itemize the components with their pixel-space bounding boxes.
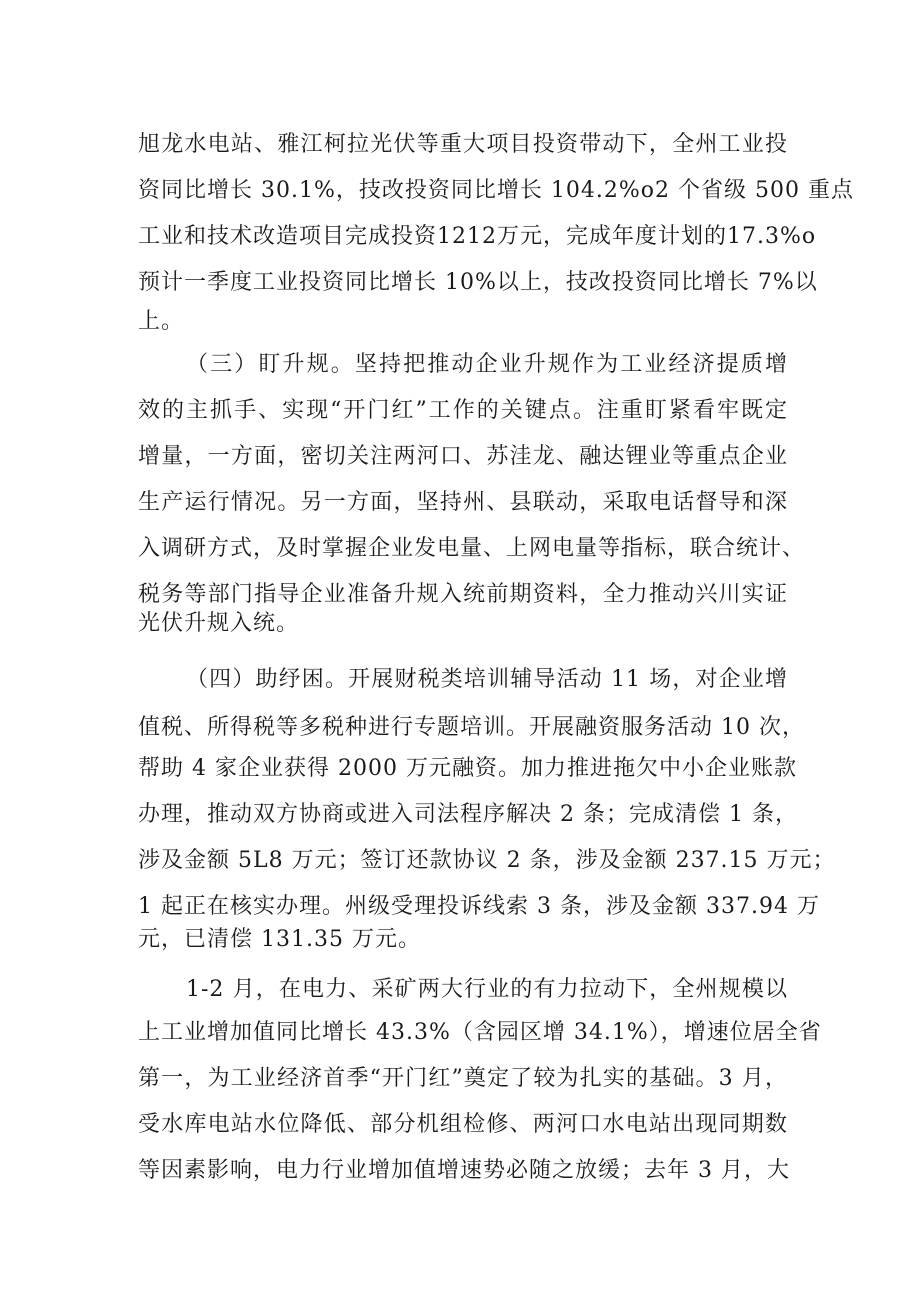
section-heading-line: （三）盯升规。坚持把推动企业升规作为工业经济提质增 [186,352,788,377]
text-line: 上工业增加值同比增长 43.3%（含园区增 34.1%），增速位居全省 [138,1020,822,1045]
text-line: 元，已清偿 131.35 万元。 [138,927,421,952]
text-line: 光伏升规入统。 [138,611,300,636]
text-line: 工业和技术改造项目完成投资1212万元，完成年度计划的17.3%o [138,224,817,249]
text-line: 受水库电站水位降低、部分机组检修、两河口水电站出现同期数 [138,1112,788,1137]
section-heading-line: （四）助纾困。开展财税类培训辅导活动 11 场，对企业增 [186,667,788,692]
text-line: 预计一季度工业投资同比增长 10%以上，技改投资同比增长 7%以 [138,270,818,295]
text-line: 帮助 4 家企业获得 2000 万元融资。加力推进拖欠中小企业账款 [138,756,797,781]
text-line: 资同比增长 30.1%，技改投资同比增长 104.2%o2 个省级 500 重点 [138,178,854,203]
text-line: 办理，推动双方协商或进入司法程序解决 2 条；完成清偿 1 条， [138,802,798,827]
text-line: 增量，一方面，密切关注两河口、苏洼龙、融达锂业等重点企业 [138,444,788,469]
text-line: 值税、所得税等多税种进行专题培训。开展融资服务活动 10 次， [138,715,805,740]
text-line: 等因素影响，电力行业增加值增速势必随之放缓；去年 3 月，大 [138,1158,790,1183]
text-line: 第一，为工业经济首季“开门红”奠定了较为扎实的基础。3 月， [138,1066,788,1091]
text-line: 旭龙水电站、雅江柯拉光伏等重大项目投资带动下，全州工业投 [138,132,788,157]
text-line: 上。 [138,309,185,334]
text-line: 涉及金额 5L8 万元；签订还款协议 2 条，涉及金额 237.15 万元； [138,848,836,873]
text-line: 1-2 月，在电力、采矿两大行业的有力拉动下，全州规模以 [186,977,788,1002]
text-line: 效的主抓手、实现“开门红”工作的关键点。注重盯紧看牢既定 [138,398,788,423]
text-line: 生产运行情况。另一方面，坚持州、县联动，采取电话督导和深 [138,490,788,515]
text-line: 税务等部门指导企业准备升规入统前期资料，全力推动兴川实证 [138,582,788,607]
text-line: 入调研方式，及时掌握企业发电量、上网电量等指标，联合统计、 [138,536,806,561]
text-line: 1 起正在核实办理。州级受理投诉线索 3 条，涉及金额 337.94 万 [138,894,820,919]
